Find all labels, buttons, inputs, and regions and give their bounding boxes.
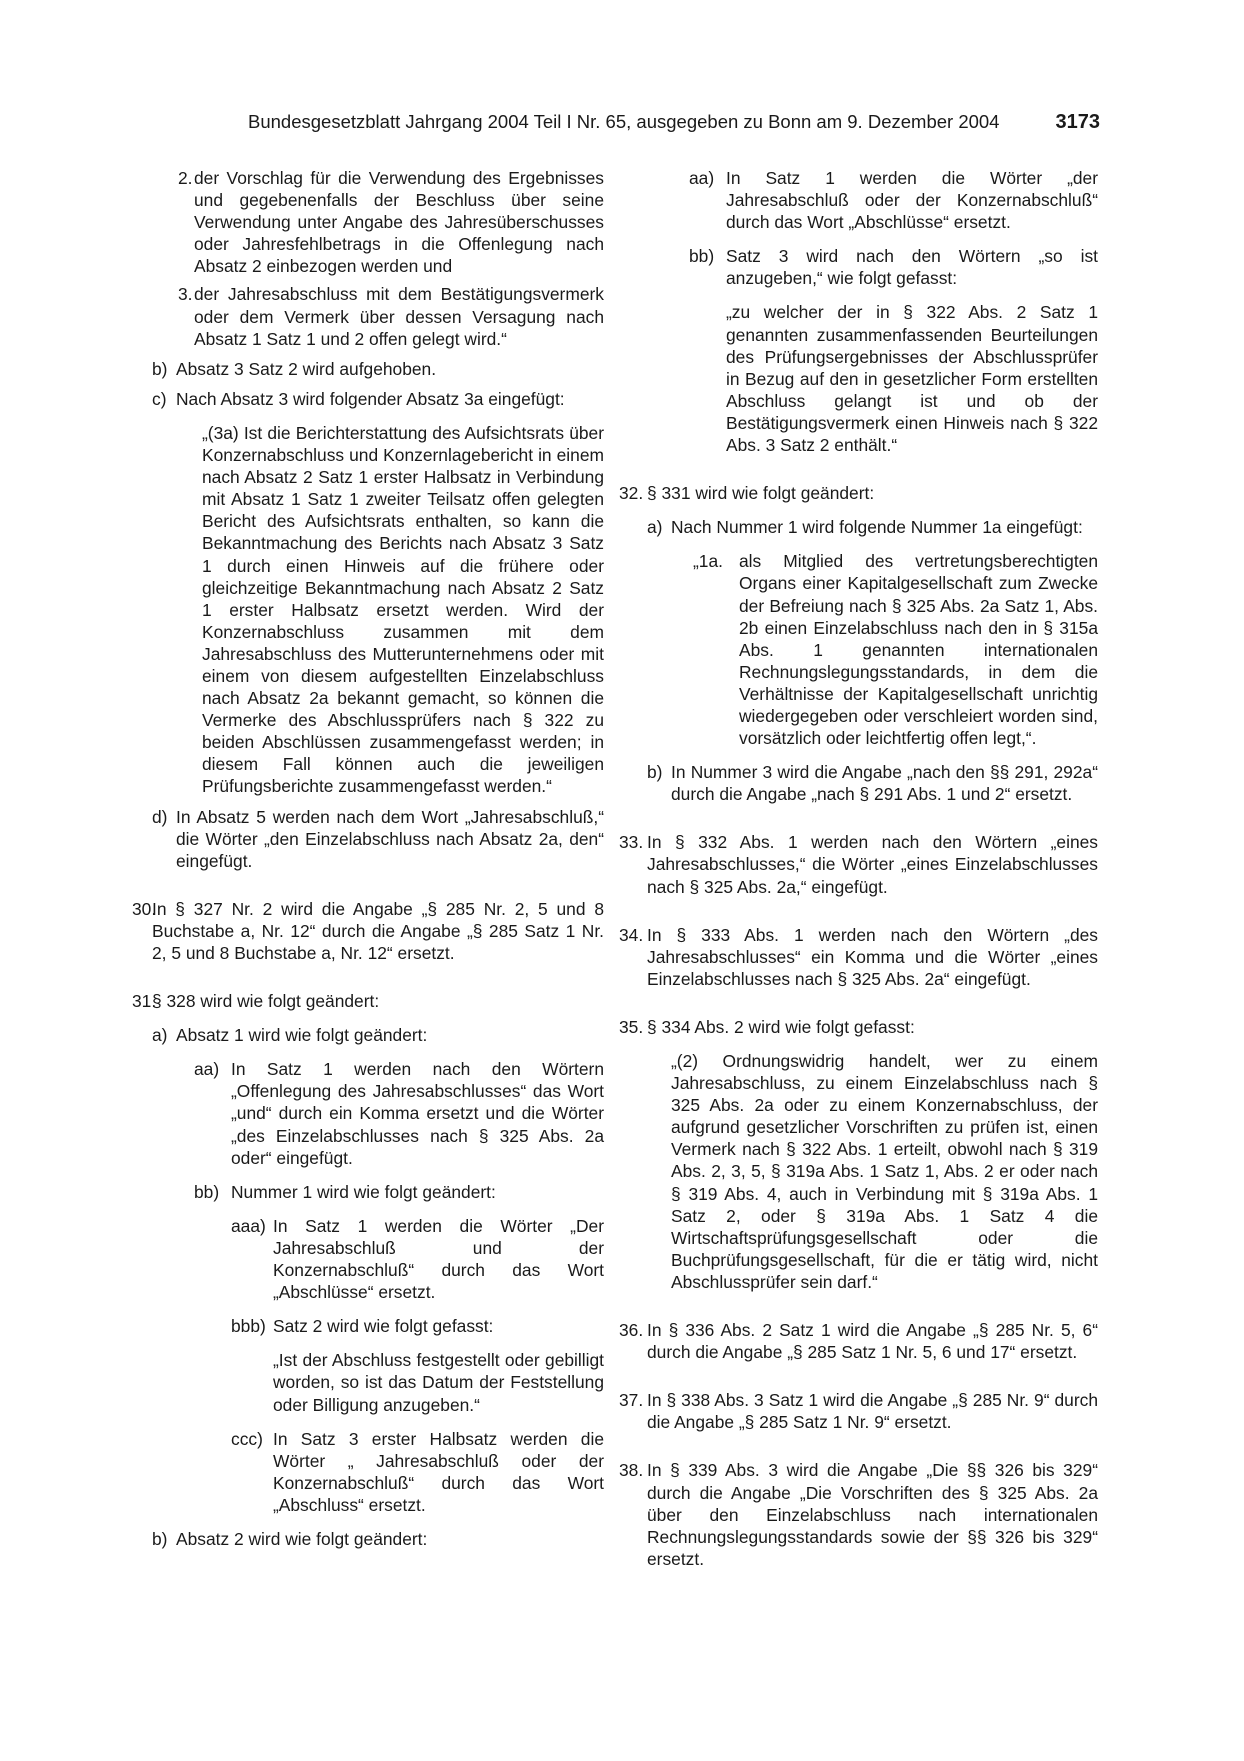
- list-item: [627, 245, 1098, 289]
- list-item: [619, 924, 1098, 990]
- item-text: Nummer 1 wird wie folgt geändert:: [231, 1181, 496, 1202]
- item-number: 3.: [178, 284, 193, 305]
- item-text: Absatz 3 Satz 2 wird aufgehoben.: [176, 358, 437, 379]
- item-letter: a): [152, 1025, 168, 1046]
- item-letter: ccc): [231, 1428, 263, 1449]
- left-column: [132, 167, 604, 1550]
- list-item: [132, 1428, 604, 1516]
- item-text: In Nummer 3 wird die Angabe „nach den §§ 291, 292a“ durch die Angabe „nach § 291 Abs. 1 und 2“ ersetzt.: [671, 762, 1098, 805]
- item-letter: a): [647, 517, 663, 538]
- list-item: [132, 1315, 604, 1337]
- item-number: 31.: [132, 991, 157, 1012]
- list-item: [619, 1016, 1098, 1038]
- list-item: [627, 167, 1098, 233]
- item-number: 2.: [178, 168, 193, 188]
- item-number: 33.: [619, 832, 644, 853]
- item-letter: aa): [194, 1059, 220, 1080]
- item-text: Satz 2 wird wie folgt gefasst:: [273, 1316, 494, 1337]
- item-letter: aaa): [231, 1215, 266, 1236]
- quoted-paragraph: „(2) Ordnungswidrig handelt, wer zu einem Jahresabschluss, zu einem Einzelabschluss nach § 325 Abs. 2a oder zu einem Konzernabschluss, der aufgrund gesetzlicher Vorschriften zu prüfen ist, einen Vermerk nach § 322 Abs. 1 erteilt, obwohl nach § 319 Abs. 2, 3, 5, § 319a Abs. 1 Satz 1, Abs. 2 er oder nach § 319 Abs. 4, auch in Verbindung mit § 319a Abs. 1 Satz 2, oder § 319a Abs. 1 Satz 4 die Wirtschaftsprüfungsgesellschaft oder die Buchprüfungsgesellschaft, für die er tätig wird, nicht Abschlussprüfer sein darf.“: [671, 1051, 1098, 1292]
- item-letter: d): [152, 806, 168, 827]
- list-item: [132, 806, 604, 872]
- item-letter: c): [152, 388, 167, 409]
- item-text: In § 339 Abs. 3 wird die Angabe „Die §§ 326 bis 329“ durch die Angabe „Die Vorschriften des § 325 Abs. 2a über den Einzelabschluss nach internationalen Rechnungslegungsstandards sowie der §§ 326 bis 329“ ersetzt.: [647, 1460, 1098, 1569]
- item-text: In Satz 1 werden nach den Wörtern „Offenlegung des Jahresabschlusses“ das Wort „und“ durch ein Komma ersetzt und die Wörter „des Einzelabschlusses nach § 325 Abs. 2a oder“ eingefügt.: [231, 1059, 604, 1168]
- item-text: der Vorschlag für die Verwendung des Ergebnisses und gegebenenfalls der Beschluss über seine Verwendung unter Angabe des Jahresüberschusses oder Jahresfehlbetrags in die Offenlegung nach Absatz 2 einbezogen werden und: [194, 168, 604, 277]
- item-text: In § 338 Abs. 3 Satz 1 wird die Angabe „§ 285 Nr. 9“ durch die Angabe „§ 285 Satz 1 Nr. 9“ ersetzt.: [647, 1390, 1098, 1433]
- page-header: [248, 111, 1100, 133]
- item-text: In Absatz 5 werden nach dem Wort „Jahresabschluß,“ die Wörter „den Einzelabschluss nach Absatz 2a, den“ eingefügt.: [176, 806, 604, 871]
- list-item: [132, 1215, 604, 1303]
- list-item: [132, 990, 604, 1012]
- item-text: In § 333 Abs. 1 werden nach den Wörtern „des Jahresabschlusses“ ein Komma und die Wörter „eines Einzelabschlusses nach § 325 Abs. 2a“ eingefügt.: [647, 924, 1098, 989]
- item-text: Nach Absatz 3 wird folgender Absatz 3a eingefügt:: [176, 388, 565, 409]
- item-text: § 328 wird wie folgt geändert:: [152, 991, 380, 1012]
- quoted-paragraph: „Ist der Abschluss festgestellt oder gebilligt worden, so ist das Datum der Feststellung oder Billigung anzugeben.“: [273, 1350, 604, 1415]
- item-letter: bbb): [231, 1316, 266, 1337]
- item-text: In Satz 1 werden die Wörter „der Jahresabschluß oder der Konzernabschluß“ durch das Wort „Abschlüsse“ ersetzt.: [726, 168, 1098, 233]
- item-text: In § 336 Abs. 2 Satz 1 wird die Angabe „§ 285 Nr. 5, 6“ durch die Angabe „§ 285 Satz 1 Nr. 5, 6 und 17“ ersetzt.: [647, 1320, 1098, 1363]
- right-column: [619, 167, 1098, 1570]
- gazette-title: Bundesgesetzblatt Jahrgang 2004 Teil I Nr. 65, ausgegeben zu Bonn am 9. Dezember 2004: [248, 111, 1000, 132]
- quoted-paragraph: „zu welcher der in § 322 Abs. 2 Satz 1 genannten zusammenfassenden Beurteilungen des Prüfungsergebnisses der Abschlussprüfer in Bezug auf den in gesetzlicher Form erstellten Abschluss gelangt ist und ob der Bestätigungsvermerk einen Hinweis nach § 322 Abs. 3 Satz 2 enthält.“: [726, 302, 1098, 456]
- item-text: Absatz 1 wird wie folgt geändert:: [176, 1025, 428, 1046]
- item-letter: b): [152, 1528, 168, 1549]
- list-item: [619, 482, 1098, 504]
- list-item: [619, 831, 1098, 897]
- list-item: [132, 898, 604, 964]
- item-text: § 331 wird wie folgt geändert:: [647, 483, 875, 504]
- item-number: 30.: [132, 898, 157, 919]
- page-number: 3173: [1055, 111, 1100, 133]
- list-item: [132, 358, 604, 380]
- list-item: [627, 550, 1098, 749]
- list-item: [132, 167, 604, 277]
- list-item: [627, 761, 1098, 805]
- list-item: [619, 1319, 1098, 1363]
- item-number: 36.: [619, 1320, 644, 1341]
- item-number: 35.: [619, 1016, 644, 1037]
- item-letter: bb): [194, 1181, 220, 1202]
- item-letter: aa): [689, 168, 715, 188]
- item-text: der Jahresabschluss mit dem Bestätigungsvermerk oder dem Vermerk über dessen Versagung nach Absatz 1 Satz 1 und 2 offen gelegt wird.“: [194, 284, 604, 349]
- list-item: [132, 388, 604, 410]
- list-item: [619, 1459, 1098, 1569]
- item-text: In Satz 1 werden die Wörter „Der Jahresabschluß und der Konzernabschluß“ durch das Wort „Abschlüsse“ ersetzt.: [273, 1215, 604, 1303]
- list-item: [132, 1058, 604, 1168]
- item-text: In § 332 Abs. 1 werden nach den Wörtern „eines Jahresabschlusses,“ die Wörter „eines Einzelabschlusses nach § 325 Abs. 2a,“ eingefügt.: [647, 832, 1098, 897]
- item-number: 34.: [619, 924, 644, 945]
- item-text: In § 327 Nr. 2 wird die Angabe „§ 285 Nr. 2, 5 und 8 Buchstabe a, Nr. 12“ durch die Angabe „§ 285 Satz 1 Nr. 2, 5 und 8 Buchstabe a, Nr. 12“ ersetzt.: [152, 898, 604, 963]
- item-text: Absatz 2 wird wie folgt geändert:: [176, 1528, 428, 1549]
- item-number: „1a.: [693, 551, 723, 572]
- list-item: [619, 1389, 1098, 1433]
- item-number: 37.: [619, 1390, 644, 1411]
- list-item: [132, 283, 604, 349]
- item-letter: b): [647, 762, 663, 783]
- list-item: [627, 516, 1098, 538]
- quoted-paragraph: „(3a) Ist die Berichterstattung des Aufsichtsrats über Konzernabschluss und Konzernlagebericht in einem nach Absatz 2 Satz 1 erster Halbsatz in Verbindung mit Absatz 1 Satz 1 zweiter Teilsatz offen gelegten Bericht des Aufsichtsrats enthalten, so kann die Bekanntmachung des Berichts nach Absatz 3 Satz 1 durch einen Hinweis auf die frühere oder gleichzeitige Bekanntmachung nach Absatz 2 Satz 1 erster Halbsatz ersetzt werden. Wird der Konzernabschluss zusammen mit dem Jahresabschluss des Mutterunternehmens oder mit einem von diesem aufgestellten Einzelabschluss nach Absatz 2a bekannt gemacht, so können die Vermerke des Abschlussprüfers nach § 322 zu beiden Abschlüssen zusammengefasst werden; in diesem Fall können auch die jeweiligen Prüfungsberichte zusammengefasst werden.“: [202, 422, 604, 797]
- item-text: Nach Nummer 1 wird folgende Nummer 1a eingefügt:: [671, 517, 1083, 538]
- item-number: 32.: [619, 483, 644, 504]
- list-item: [132, 1181, 604, 1203]
- item-text: als Mitglied des vertretungsberechtigten Organs einer Kapitalgesellschaft zum Zwecke der Befreiung nach § 325 Abs. 2a Satz 1, Abs. 2b einen Einzelabschluss nach den in § 315a Abs. 1 genannten internationalen Rechnungslegungsstandards, in dem die Verhältnisse der Kapitalgesellschaft unrichtig wiedergegeben oder verschleiert worden sind, vorsätzlich oder leichtfertig offen legt,“.: [739, 551, 1098, 749]
- item-letter: bb): [689, 246, 715, 267]
- item-number: 38.: [619, 1460, 644, 1481]
- item-text: § 334 Abs. 2 wird wie folgt gefasst:: [647, 1016, 915, 1037]
- item-letter: b): [152, 358, 168, 379]
- item-text: In Satz 3 erster Halbsatz werden die Wörter „ Jahresabschluß oder der Konzernabschluß“ durch das Wort „Abschluss“ ersetzt.: [273, 1428, 604, 1515]
- list-item: [132, 1024, 604, 1046]
- list-item: [132, 1528, 604, 1550]
- item-text: Satz 3 wird nach den Wörtern „so ist anzugeben,“ wie folgt gefasst:: [726, 246, 1098, 289]
